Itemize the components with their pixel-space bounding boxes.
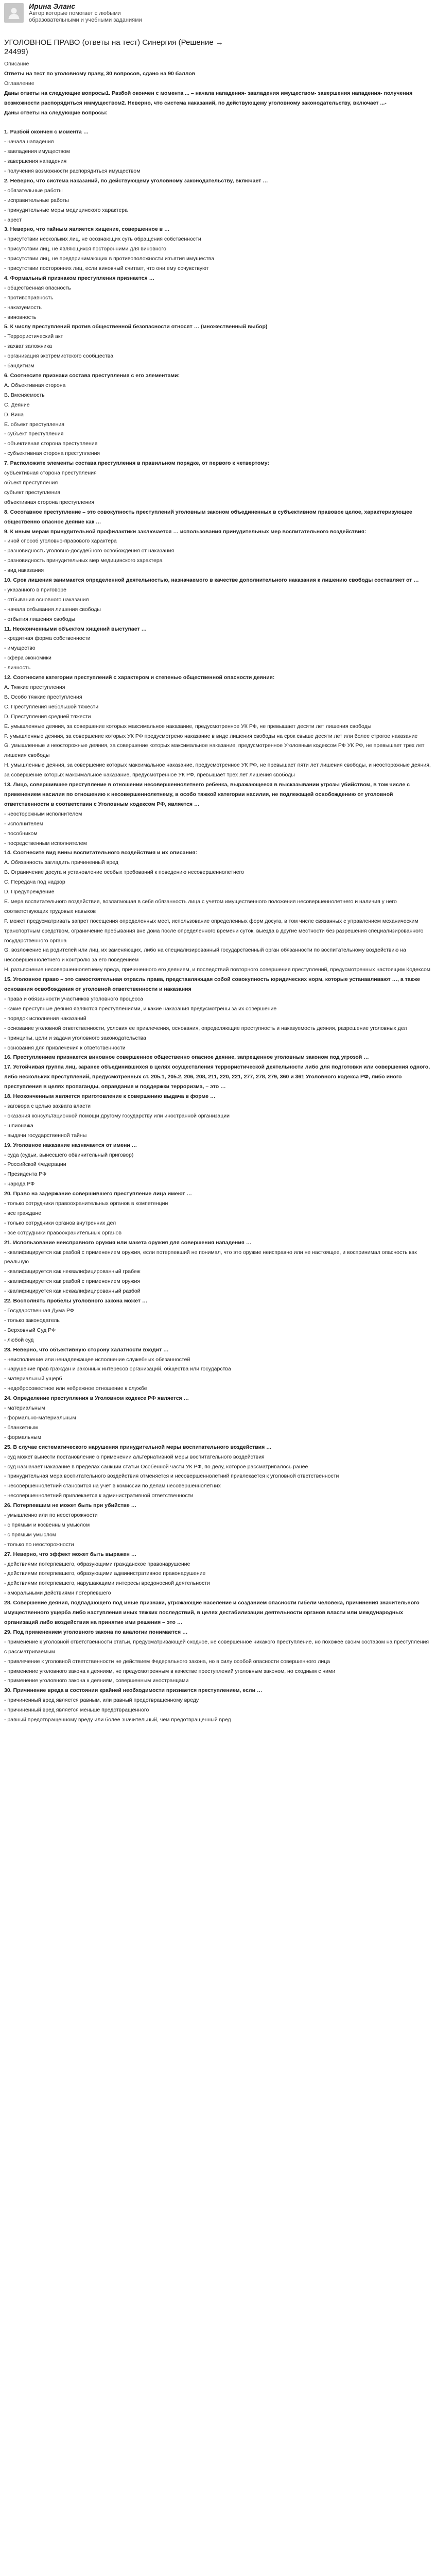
answer-option: - отбытия лишения свободы — [4, 616, 76, 622]
intro-list-heading: Даны ответы на следующие вопросы: — [4, 109, 108, 116]
answer-option: - Президента РФ — [4, 1171, 47, 1178]
answer-option: F. умышленные деяния, за совершение которых УК РФ предусмотрено наказание в виде лишения свободы на срок свыше десяти лет или более строгое наказание — [4, 733, 418, 739]
answer-option: - бланкетным — [4, 1424, 38, 1431]
answer-option: - принудительная мера воспитательного воздействия отменяется и несовершеннолетний привлекается к уголовной ответственности — [4, 1473, 339, 1480]
answer-option: C. Передача под надзор — [4, 879, 65, 886]
question-text: 6. Соотнесите признаки состава преступления с его элементами: — [4, 372, 180, 379]
question-text: 7. Расположите элементы состава преступления в правильном порядке, от первого к четвертому: — [4, 460, 269, 467]
answer-option: - причиненный вред является равным, или равный предотвращенному вреду — [4, 1697, 199, 1704]
author-name[interactable]: Ирина Эланс — [29, 2, 76, 10]
question-text: 4. Формальный признаком преступления признается … — [4, 275, 155, 281]
answer-option: - имущество — [4, 645, 36, 652]
question-text: 14. Соотнесите вид вины воспитательного воздействия и их описания: — [4, 850, 198, 856]
answer-option: A. Тяжкие преступления — [4, 684, 65, 690]
answer-option: - присутствии нескольких лиц, не осознающих суть обращения собственности — [4, 236, 201, 243]
answer-option: - порядок исполнения наказаний — [4, 1015, 86, 1022]
contents-label: Оглавление — [4, 80, 34, 87]
question-text: 5. К числу преступлений против общественной безопасности относят … (множественный выбор) — [4, 324, 268, 330]
question-text: 25. В случае систематического нарушения принудительной меры воспитательного воздействия … — [4, 1444, 272, 1450]
answer-option: - неосторожным исполнителем — [4, 810, 82, 817]
answer-option: - недобросовестное или небрежное отношение к службе — [4, 1385, 147, 1392]
question-text: 19. Уголовное наказание назначается от имени … — [4, 1142, 137, 1148]
answer-option: C. Преступления небольшой тяжести — [4, 703, 99, 710]
answer-option: - исправительные работы — [4, 197, 69, 204]
answer-option: - суд назначает наказание в пределах санкции статьи Особенной части УК РФ, по делу, которое рассматривалось ранее — [4, 1463, 308, 1470]
author-block — [4, 3, 163, 24]
answer-option: - противоправность — [4, 294, 54, 301]
answer-option: - все сотрудники правоохранительных органов — [4, 1229, 122, 1236]
author-description: Автор которые помогает с любыми образовательными и учебными заданиями — [29, 10, 142, 23]
answer-option: - действиями потерпевшего, образующими административное правонарушение — [4, 1570, 206, 1577]
answer-option: - Российской Федерации — [4, 1161, 66, 1168]
answer-option: - только законодатель — [4, 1317, 60, 1324]
answer-option: - указанного в приговоре — [4, 586, 66, 593]
answer-option: B. Особо тяжкие преступления — [4, 693, 82, 700]
user-icon — [7, 6, 21, 20]
question-text: 17. Устойчивая группа лиц, заранее объединившихся в целях осуществления террористической деятельности либо для подготовки или совершения одного, либо нескольких преступлений, предусмотренных ст. 205.1, 205.2, 206, 208, 211, 220, 221, 277, 278, 279, 360 и 361 Уголовного кодекса РФ, либо иного преступления в целях пропаганды, оправдания и поддержки терроризма, – это … — [4, 1064, 430, 1090]
answer-option: - любой суд — [4, 1336, 34, 1343]
answer-option: - применение уголовного закона к деяниям, не предусмотренным в качестве преступлений уголовным законом, но сходным с ними — [4, 1668, 336, 1674]
answer-option: - Террористический акт — [4, 333, 63, 340]
answer-option: - иной способ уголовно-правового характера — [4, 538, 117, 545]
answer-option: - неисполнение или ненадлежащее исполнение служебных обязанностей — [4, 1356, 190, 1363]
answer-option: - действиями потерпевшего, нарушающими интересы вредоносной деятельности — [4, 1580, 210, 1587]
answer-option: - пособником — [4, 830, 38, 837]
question-text: 27. Неверно, что эффект может быть выражен … — [4, 1551, 137, 1557]
answer-option: - причиненный вред является меньше предотвращенного — [4, 1707, 149, 1714]
question-text: 23. Неверно, что объективную сторону халатности входит … — [4, 1346, 169, 1353]
answer-option: - с прямым и косвенным умыслом — [4, 1521, 90, 1528]
answer-option: H. разъяснение несовершеннолетнему вреда, причиненного его деянием, и последствий повторного совершения преступлений, предусмотренных настоящим Кодексом — [4, 967, 431, 973]
answer-option: - квалифицируется как неквалифицированный разбой — [4, 1288, 141, 1295]
question-text: 3. Неверно, что тайным является хищение, совершенное в … — [4, 226, 170, 233]
answer-option: - исполнителем — [4, 820, 43, 827]
question-text: 18. Неоконченным является приготовление к совершению выдача в форме … — [4, 1093, 216, 1100]
answer-option: - привлечение к уголовной ответственности не действием Федерального закона, но в силу особой опасности совершенного лица — [4, 1658, 330, 1665]
answer-option: - применение уголовного закона к деяниям, совершенным иностранцами — [4, 1677, 189, 1684]
answer-option: - несовершеннолетний становится на учет в комиссии по делам несовершеннолетних — [4, 1483, 221, 1489]
answer-option: - аморальными действиями потерпевшего — [4, 1590, 111, 1597]
answer-option: - захват заложника — [4, 343, 53, 350]
answer-option: - основания для привлечения к ответственности — [4, 1044, 126, 1051]
description-label: Описание — [4, 61, 29, 67]
question-text: 20. Право на задержание совершившего преступление лица имеют … — [4, 1191, 192, 1197]
answer-option: - выдачи государственной тайны — [4, 1132, 87, 1139]
answer-option: - применение к уголовной ответственности статьи, предусматривающей сходное, не совершенное никакого преступление, но похожее своим составом на преступления с рассматриваемым — [4, 1638, 429, 1655]
question-text: 9. К иным мерам принудительной профилактики заключается … использования принудительных мер воспитательного воздействия: — [4, 528, 367, 535]
answer-option: - народа РФ — [4, 1181, 35, 1188]
answer-option: - все граждане — [4, 1210, 42, 1216]
question-text: 13. Лицо, совершившее преступление в отношении несовершеннолетнего ребенка, выражающееся в высказывании угрозы убийством, в том числе с применением насилия по отношению к несовершеннолетнему, в особо тяжкой категории насилия, не подлежащей освобождению от уголовной ответственности в соответствии с Уголовным кодексом РФ, является … — [4, 782, 410, 807]
answer-option: - завершения нападения — [4, 158, 67, 165]
answer-option: - начала нападения — [4, 139, 54, 145]
answer-option: - квалифицируется как неквалифицированный грабеж — [4, 1268, 141, 1275]
answer-option: - основание уголовной ответственности, условия ее привлечения, основания, определяющие преступность и наказуемость деяния, разрешение уголовных дел — [4, 1025, 407, 1031]
answer-option: - действиями потерпевшего, образующими гражданское правонарушение — [4, 1561, 190, 1567]
document-title: УГОЛОВНОЕ ПРАВО (ответы на тест) Синергия (Решение → 24499) — [4, 38, 223, 56]
answer-option: - посредственным исполнителем — [4, 840, 87, 846]
answer-option: - квалифицируется как разбой с применением оружия, если потерпевший не понимал, что это оружие неисправно или не настоящее, и воспринимал опасность как реальную — [4, 1249, 417, 1265]
question-text: 11. Неоконченными объектом хищений выступает … — [4, 625, 147, 632]
answer-option: - заговора с целью захвата власти — [4, 1103, 91, 1109]
answer-option: - с прямым умыслом — [4, 1531, 57, 1538]
question-text: 21. Использование неисправного оружия или макета оружия для совершения нападения … — [4, 1239, 252, 1246]
answer-option: - формально-материальным — [4, 1414, 76, 1421]
answer-option: A. Объективная сторона — [4, 382, 66, 388]
answer-option: - квалифицируется как разбой с применением оружия — [4, 1278, 141, 1285]
answer-option: - суда (судьи, вынесшего обвинительный приговор) — [4, 1151, 134, 1158]
answer-option: D. Преступления средней тяжести — [4, 713, 91, 720]
answer-option: G. возложение на родителей или лиц, их заменяющих, либо на специализированный государственный орган обязанности по воспитательному воздействию на несовершеннолетнего и контролю за его поведением — [4, 947, 406, 963]
answer-option: - наказуемость — [4, 304, 42, 311]
answer-option: - Верховный Суд РФ — [4, 1327, 56, 1333]
question-text: 29. Под применением уголовного закона по аналогии понимается … — [4, 1629, 188, 1635]
answer-option: - несовершеннолетний привлекается к административной ответственности — [4, 1493, 194, 1499]
answer-option: - присутствии посторонних лиц, если виновный считает, что они ему сочувствуют — [4, 265, 209, 272]
answer-option: - разновидность принудительных мер медицинского характера — [4, 557, 163, 564]
answer-option: - виновность — [4, 314, 37, 320]
answer-option: - шпионажа — [4, 1122, 33, 1129]
answer-option: - только сотрудники органов внутренних дел — [4, 1219, 116, 1226]
answer-option: G. умышленные и неосторожные деяния, за совершение которых максимальное наказание, предусмотренное Уголовным кодексом РФ УК РФ, не превышает трех лет лишения свободы — [4, 742, 425, 759]
answer-option: - вид наказания — [4, 567, 44, 574]
answer-option: E. умышленные деяния, за совершение которых максимальное наказание, предусмотренное УК РФ, не превышает десяти лет лишения свободы — [4, 723, 372, 730]
answer-option: - принципы, цели и задачи уголовного законодательства — [4, 1035, 146, 1041]
answer-option: - сфера экономики — [4, 655, 51, 662]
question-text: 12. Соотнесите категории преступлений с характером и степенью общественной опасности деяния: — [4, 674, 275, 681]
answer-option: - получения возможности распорядиться имуществом — [4, 167, 141, 174]
document-content — [4, 59, 431, 1725]
author-info — [29, 3, 163, 24]
answer-option: - арест — [4, 216, 22, 223]
answer-option: - объективная сторона преступления — [4, 440, 98, 447]
answer-option: субъективная сторона преступления — [4, 470, 97, 477]
answer-option: - кредитная форма собственности — [4, 635, 91, 642]
question-text: 1. Разбой окончен с момента … — [4, 129, 89, 135]
answer-option: D. Предупреждение — [4, 889, 55, 895]
answer-option: - общественная опасность — [4, 284, 71, 291]
answer-option: - права и обязанности участников уголовного процесса — [4, 996, 143, 1002]
answer-option: - начала отбывания лишения свободы — [4, 606, 101, 613]
answer-option: - какие преступные деяния являются преступлениями, и какие наказания предусмотрены за их совершение — [4, 1005, 277, 1012]
answer-option: - отбывания основного наказания — [4, 596, 89, 603]
answer-option: - разновидность уголовно-досудебного освобождения от наказания — [4, 548, 175, 554]
answer-option: - формальным — [4, 1434, 41, 1440]
answer-option: - Государственная Дума РФ — [4, 1308, 74, 1314]
question-text: 28. Совершение деяния, подпадающего под иные признаки, угрожающие население и созданием опасности гибели человека, причинения значительного имущественного ущерба либо наступления иных тяжких последствий, в целях дестабилизации деятельности органов власти или международных организаций либо воздействия на принятие ими решения – это … — [4, 1600, 420, 1625]
answer-option: субъект преступления — [4, 489, 60, 496]
answer-option: - бандитизм — [4, 363, 34, 369]
question-text: 8. Сосотавное преступление – это совокупность преступлений уголовным законом объединенных в субъективном правовое целое, характеризующее общественно опасное деяние как … — [4, 509, 412, 525]
question-text: 2. Неверно, что система наказаний, по действующему уголовному законодательству, включает … — [4, 177, 268, 184]
answer-option: E. мера воспитательного воздействия, возлагающая в себя обязанность лица с учетом имущественного положения несовершеннолетнего и наличия у него соответствующих трудовых навыков — [4, 898, 397, 914]
answer-option: - присутствии лиц, не предпринимающих в противоположности изъятия имущества — [4, 256, 215, 262]
answer-option: A. Обязанность загладить причиненный вред — [4, 859, 118, 866]
answer-option: - завладения имуществом — [4, 148, 70, 155]
answer-option: C. Деяние — [4, 401, 30, 408]
answer-option: объективная сторона преступления — [4, 499, 94, 505]
intro-excerpt: Даны ответы на следующие вопросы1. Разбой окончен с момента ... – начала нападения- завладения имуществом- завершения нападения- получения возможности распорядиться иммуществом2. Неверно, что система наказаний, по действующему уголовному законодательству, включает ...- — [4, 90, 413, 106]
question-text: 30. Причинение вреда в состоянии крайней необходимости признается преступлением, если … — [4, 1687, 263, 1694]
answer-option: H. умышленные деяния, за совершение которых максимальное наказание, предусмотренное УК РФ, не превышает пяти лет лишения свободы, и неосторожные деяния, за совершение которых максимальное наказание, предусмотренное УК РФ, превышает трех лет лишения свободы — [4, 762, 431, 778]
answer-option: - субъект преступления — [4, 431, 64, 437]
answer-option: - умышленно или по неосторожности — [4, 1512, 98, 1519]
answer-option: - материальный ущерб — [4, 1376, 62, 1382]
answer-option: - материальным — [4, 1405, 45, 1412]
answer-option: E. объект преступления — [4, 421, 64, 428]
answer-option: - личность — [4, 665, 31, 671]
question-text: 10. Срок лишения занимается определенной деятельностью, назначаемого в качестве дополнительного наказания к лишению свободы составляет от … — [4, 577, 419, 584]
answer-option: - присутствии лиц, не являющихся посторонними для виновного — [4, 246, 166, 252]
answer-option: - принудительные меры медицинского характера — [4, 207, 128, 213]
intro-summary: Ответы на тест по уголовному праву, 30 вопросов, сдано на 90 баллов — [4, 70, 196, 77]
answer-option: - субъективная сторона преступления — [4, 450, 100, 457]
question-text: 22. Восполнять пробелы уголовного закона может … — [4, 1298, 148, 1304]
answer-option: - оказания консультационной помощи другому государству или иностранной организации — [4, 1112, 230, 1119]
question-text: 16. Преступлением признается виновное совершенное общественно опасное деяние, запрещенное уголовным законом под угрозой … — [4, 1054, 369, 1061]
answer-option: D. Вина — [4, 411, 24, 418]
answer-option: F. может предусматривать запрет посещения определенных мест, использование определенных форм досуга, в том числе связанных с управлением механическим транспортным средством, ограничение пребывания вне дома после определенного времени суток, выезда в другие местности без разрешения специализированного государственного органа — [4, 918, 424, 944]
answer-option: - суд может вынести постановление о применении альтернативной меры воспитательного воздействия — [4, 1453, 265, 1460]
answer-option: - только по неосторожности — [4, 1541, 74, 1548]
answer-option: - нарушение прав граждан и законных интересов организаций, общества или государства — [4, 1366, 231, 1372]
question-text: 24. Определение преступления в Уголовном кодексе РФ является … — [4, 1395, 189, 1402]
question-text: 26. Потерпевшим не может быть при убийстве … — [4, 1502, 137, 1509]
answer-option: B. Вменяемость — [4, 392, 45, 398]
answer-option: B. Ограничение досуга и установление особых требований к поведению несовершеннолетнего — [4, 869, 245, 876]
answer-option: - обязательные работы — [4, 187, 63, 194]
avatar[interactable] — [4, 3, 24, 23]
answer-option: объект преступления — [4, 479, 58, 486]
blank-line — [4, 117, 431, 127]
answer-option: - равный предотвращенному вреду или более значительный, чем предотвращенный вред — [4, 1717, 231, 1723]
answer-option: - организация экстремистского сообщества — [4, 353, 114, 360]
question-text: 15. Уголовное право – это самостоятельная отрасль права, представляющая собой совокупность юридических норм, которые устанавливают …, а также основания освобождения от уголовной ответственности и наказания — [4, 976, 420, 993]
answer-option: - только сотрудники правоохранительных органов в компетенции — [4, 1200, 168, 1207]
